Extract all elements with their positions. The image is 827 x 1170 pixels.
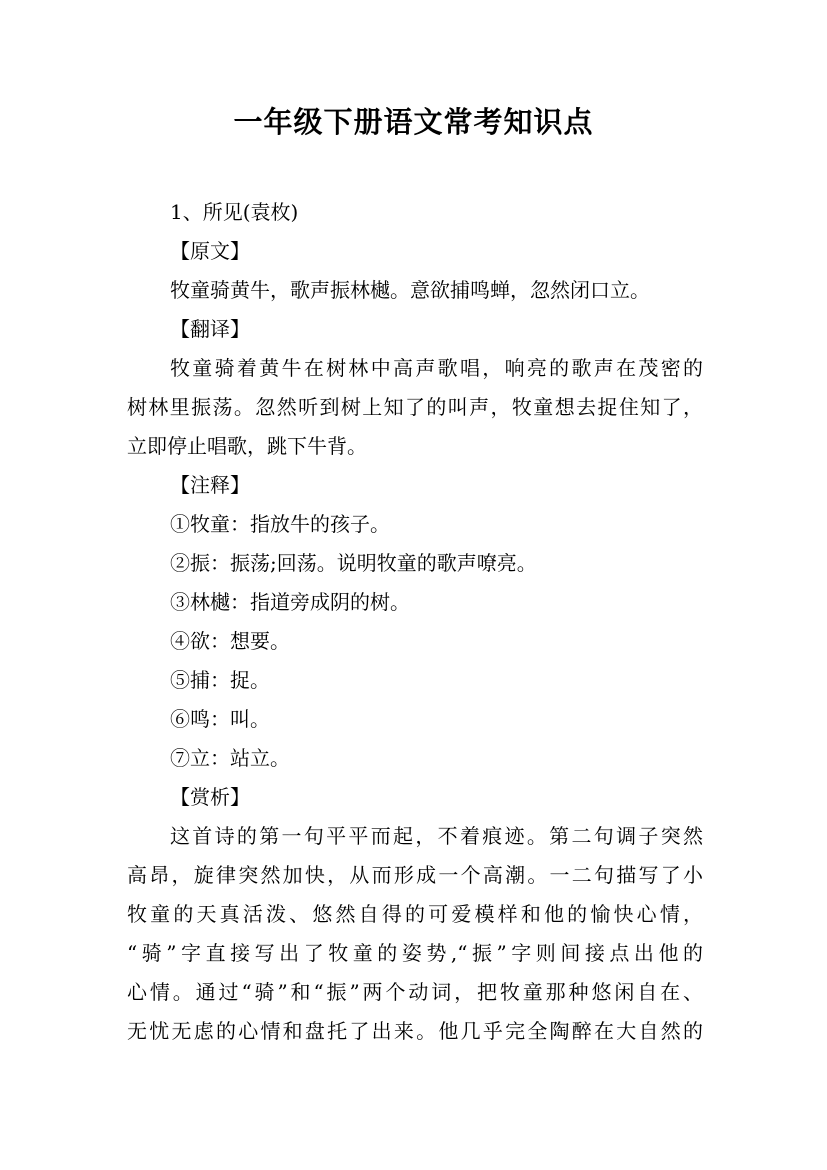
translation-line: 立即停止唱歌，跳下牛背。	[127, 434, 367, 458]
note-item: ④欲：想要。	[170, 629, 290, 653]
original-label: 【原文】	[170, 239, 250, 263]
section-heading: 1、所见(袁枚)	[170, 200, 299, 224]
note-item: ⑦立：站立。	[170, 746, 290, 770]
note-item: ③林樾：指道旁成阴的树。	[170, 590, 410, 614]
appreciation-label: 【赏析】	[170, 785, 250, 809]
page-title: 一年级下册语文常考知识点	[233, 105, 594, 139]
translation-line: 树林里振荡。忽然听到树上知了的叫声，牧童想去捉住知了，	[127, 395, 703, 419]
appreciation-line: 这首诗的第一句平平而起，不着痕迹。第二句调子突然	[170, 824, 703, 848]
translation-label: 【翻译】	[170, 317, 250, 341]
appreciation-line: 心情。通过“骑”和“振”两个动词，把牧童那种悠闲自在、	[127, 980, 703, 1004]
note-item: ⑥鸣：叫。	[170, 707, 270, 731]
translation-line: 牧童骑着黄牛在树林中高声歌唱，响亮的歌声在茂密的	[170, 356, 703, 380]
note-item: ①牧童：指放牛的孩子。	[170, 512, 390, 536]
appreciation-line: 高昂，旋律突然加快，从而形成一个高潮。一二句描写了小	[127, 863, 703, 887]
appreciation-line: 牧童的天真活泼、悠然自得的可爱模样和他的愉快心情，	[127, 902, 703, 926]
original-text: 牧童骑黄牛，歌声振林樾。意欲捕鸣蝉，忽然闭口立。	[170, 278, 650, 302]
notes-label: 【注释】	[170, 473, 250, 497]
note-item: ②振：振荡;回荡。说明牧童的歌声嘹亮。	[170, 551, 537, 575]
appreciation-line: “骑”字直接写出了牧童的姿势,“振”字则间接点出他的	[127, 941, 703, 965]
note-item: ⑤捕：捉。	[170, 668, 270, 692]
appreciation-line: 无忧无虑的心情和盘托了出来。他几乎完全陶醉在大自然的	[127, 1019, 703, 1043]
